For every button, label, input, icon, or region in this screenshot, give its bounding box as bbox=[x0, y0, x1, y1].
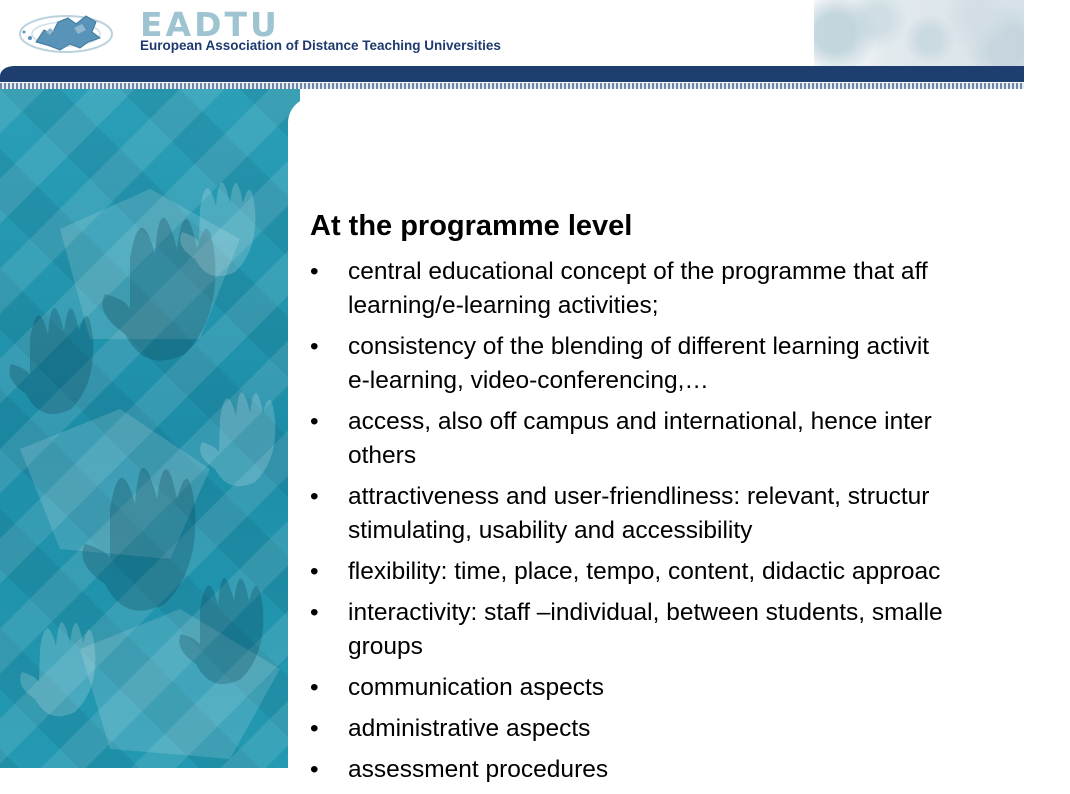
bullet-list bbox=[310, 255, 1070, 794]
brand-subtitle: European Association of Distance Teaching Universities bbox=[140, 38, 501, 53]
bullet-marker: • bbox=[310, 715, 319, 742]
bullet-text-line: learning/e-learning activities; bbox=[348, 292, 659, 319]
bullet-item bbox=[310, 753, 1070, 787]
bullet-text-line: administrative aspects bbox=[348, 715, 591, 742]
slide-header bbox=[0, 0, 1024, 66]
bullet-item bbox=[310, 480, 1070, 548]
bullet-text-line: central educational concept of the programme that aff bbox=[348, 258, 928, 285]
bullet-item bbox=[310, 671, 1070, 705]
hands-pattern-image bbox=[0, 89, 300, 768]
bullet-marker: • bbox=[310, 483, 319, 510]
bullet-item bbox=[310, 405, 1070, 473]
bullet-text-line: interactivity: staff –individual, between students, smalle bbox=[348, 599, 943, 626]
bullet-marker: • bbox=[310, 756, 319, 783]
section-heading: At the programme level bbox=[310, 210, 633, 242]
brand-name: EADTU bbox=[140, 5, 280, 44]
bullet-marker: • bbox=[310, 333, 319, 360]
bullet-item bbox=[310, 555, 1070, 589]
bullet-marker: • bbox=[310, 408, 319, 435]
bullet-item bbox=[310, 712, 1070, 746]
bullet-text-line: groups bbox=[348, 633, 423, 660]
bullet-marker: • bbox=[310, 674, 319, 701]
bullet-item bbox=[310, 255, 1070, 323]
bullet-text-line: access, also off campus and international, hence inter bbox=[348, 408, 932, 435]
bullet-text-line: others bbox=[348, 442, 417, 469]
header-divider-bar bbox=[0, 66, 1024, 82]
bullet-item bbox=[310, 596, 1070, 664]
bullet-marker: • bbox=[310, 599, 319, 626]
eadtu-europe-map-logo-icon bbox=[16, 8, 114, 56]
decorative-side-panel bbox=[0, 89, 300, 768]
bullet-marker: • bbox=[310, 258, 319, 285]
bullet-text-line: communication aspects bbox=[348, 674, 605, 701]
bullet-marker: • bbox=[310, 558, 319, 585]
bullet-text-line: assessment procedures bbox=[348, 756, 609, 783]
bullet-text-line: e-learning, video-conferencing,… bbox=[348, 367, 709, 394]
bullet-text-line: flexibility: time, place, tempo, content, didactic approac bbox=[348, 558, 941, 585]
bullet-item bbox=[310, 330, 1070, 398]
bullet-text-line: consistency of the blending of different learning activit bbox=[348, 333, 930, 360]
bullet-text-line: stimulating, usability and accessibility bbox=[348, 517, 753, 544]
bullet-text-line: attractiveness and user-friendliness: relevant, structur bbox=[348, 483, 930, 510]
header-decoration bbox=[814, 0, 1024, 66]
